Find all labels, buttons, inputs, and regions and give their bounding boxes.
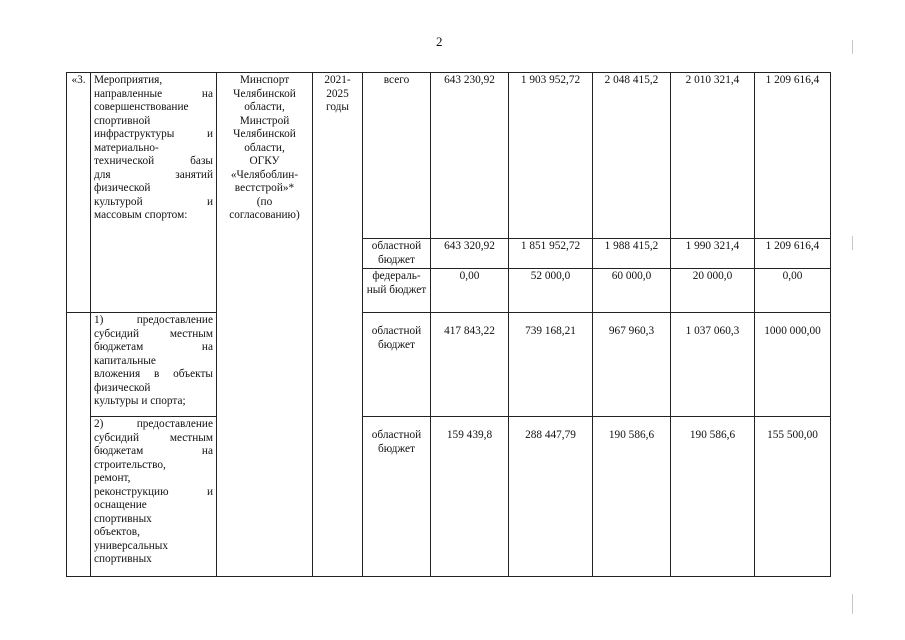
years-cell: 2021- 2025 годы: [313, 73, 363, 577]
table-row-total: [67, 73, 831, 239]
sub-event-2-name: 2) предоставление субсидий местным бюджетам на строительство, ремонт, реконструкцию и оснащение спортивных объектов, универсальных спортивных: [91, 417, 217, 577]
value-cell: 0,00: [755, 269, 831, 313]
funding-source: федераль-ный бюджет: [363, 269, 431, 313]
funding-source: областной бюджет: [363, 313, 431, 417]
value-cell: 1 988 415,2: [593, 239, 671, 269]
value-cell: 2 010 321,4: [671, 73, 755, 239]
funding-source: всего: [363, 73, 431, 239]
value-cell: 1 990 321,4: [671, 239, 755, 269]
value-cell: 1 903 952,72: [509, 73, 593, 239]
executor-cell: Минспорт Челябинской области, Минстрой Челябинской области, ОГКУ «Челябоблин- вестстрой»* (по согласованию): [217, 73, 313, 577]
value-cell: 643 320,92: [431, 239, 509, 269]
value-cell: 1000 000,00: [755, 313, 831, 417]
scan-artifact-top: [852, 40, 853, 54]
budget-table: [66, 72, 831, 577]
value-cell: 52 000,0: [509, 269, 593, 313]
value-cell: 159 439,8: [431, 417, 509, 577]
sub-event-1-name: 1) предоставление субсидий местным бюджетам на капитальные вложения в объекты физической культуры и спорта;: [91, 313, 217, 417]
value-cell: 739 168,21: [509, 313, 593, 417]
table-row-sub-2: [67, 417, 831, 577]
value-cell: 1 209 616,4: [755, 73, 831, 239]
value-cell: 417 843,22: [431, 313, 509, 417]
value-cell: 20 000,0: [671, 269, 755, 313]
event-name: Мероприятия, направленные на совершенствование спортивной инфраструктуры и материально- технической базы для занятий физической культурой и массовым спортом:: [91, 73, 217, 313]
scan-artifact-bottom: [852, 594, 853, 614]
value-cell: 967 960,3: [593, 313, 671, 417]
value-cell: 1 851 952,72: [509, 239, 593, 269]
value-cell: 643 230,92: [431, 73, 509, 239]
value-cell: 155 500,00: [755, 417, 831, 577]
empty-number-cell: [67, 313, 91, 577]
value-cell: 288 447,79: [509, 417, 593, 577]
value-cell: 2 048 415,2: [593, 73, 671, 239]
scan-artifact-middle: [852, 236, 853, 250]
value-cell: 190 586,6: [593, 417, 671, 577]
page-number: 2: [436, 34, 443, 49]
value-cell: 1 037 060,3: [671, 313, 755, 417]
funding-source: областной бюджет: [363, 417, 431, 577]
event-number: «3.: [67, 73, 91, 313]
table-row-sub-1: [67, 313, 831, 417]
value-cell: 1 209 616,4: [755, 239, 831, 269]
value-cell: 60 000,0: [593, 269, 671, 313]
value-cell: 0,00: [431, 269, 509, 313]
value-cell: 190 586,6: [671, 417, 755, 577]
funding-source: областной бюджет: [363, 239, 431, 269]
